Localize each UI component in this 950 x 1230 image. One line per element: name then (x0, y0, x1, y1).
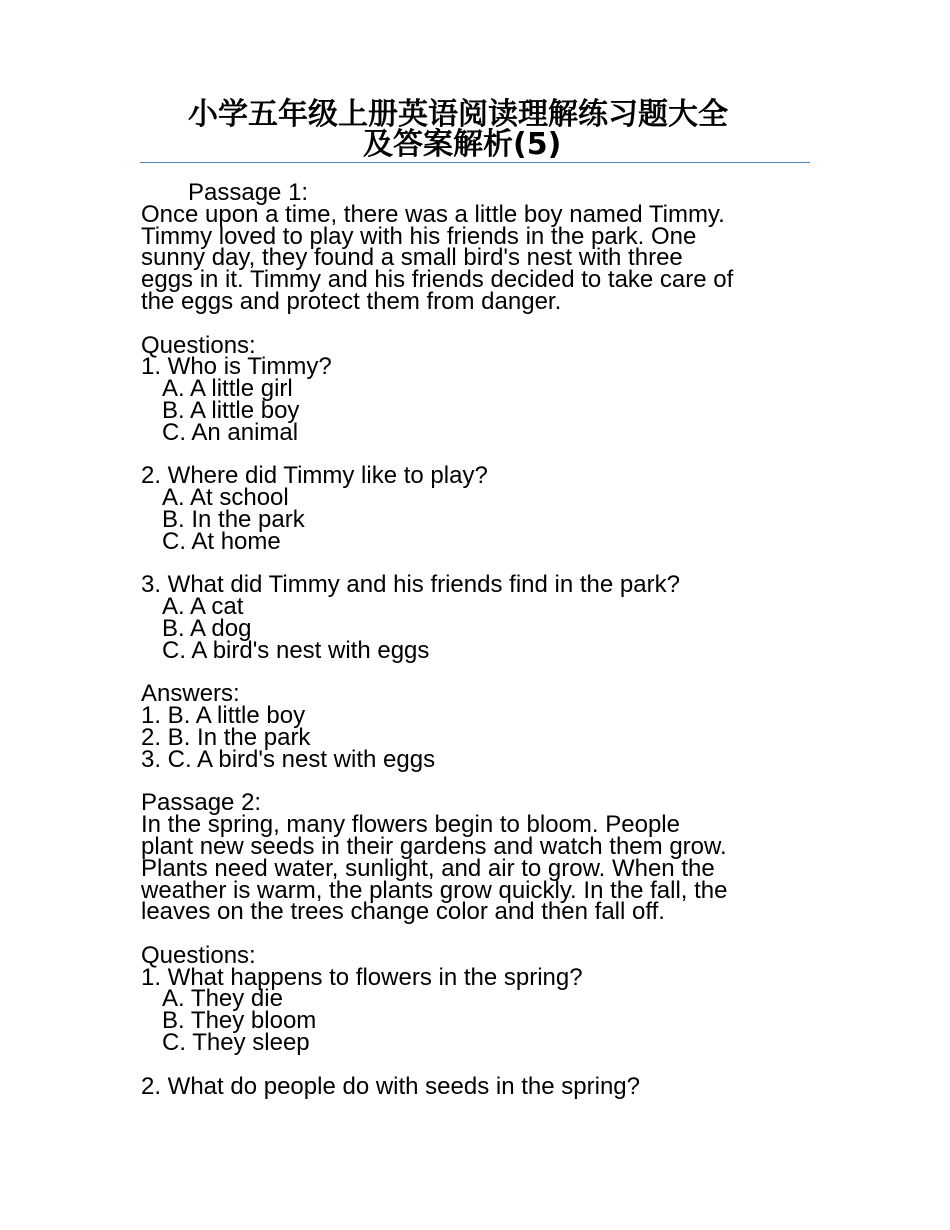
answer-option: A. A little girl (162, 375, 293, 403)
answer-option: C. They sleep (162, 1029, 310, 1057)
question: 2. What do people do with seeds in the spring? (141, 1072, 640, 1100)
question: 1. Who is Timmy? (141, 353, 332, 381)
passage-2-text-line: plant new seeds in their gardens and watch them grow. (141, 832, 727, 860)
passage-1-text-line: Timmy loved to play with his friends in the park. One (141, 222, 697, 250)
answer-option: C. At home (162, 527, 281, 555)
question: 2. Where did Timmy like to play? (141, 462, 488, 490)
answers-heading: Answers: (141, 680, 240, 708)
passage-2-text-line: Plants need water, sunlight, and air to grow. When the (141, 854, 715, 882)
answer-option: C. A bird's nest with eggs (162, 636, 430, 664)
passage-2-text-line: weather is warm, the plants grow quickly. In the fall, the (141, 876, 728, 904)
passage-1-heading: Passage 1: (188, 179, 309, 206)
question: 3. What did Timmy and his friends find in the park? (141, 571, 680, 599)
answer-option: A. A cat (162, 593, 244, 621)
question: 1. What happens to flowers in the spring? (141, 963, 583, 991)
answer-option: A. They die (162, 985, 283, 1013)
title-line-2: 及答案解析(5) (363, 127, 562, 162)
title-line-1: 小学五年级上册英语阅读理解练习题大全 (188, 97, 728, 132)
passage-1-text-line: sunny day, they found a small bird's nest with three (141, 244, 683, 272)
answer-key-item: 1. B. A little boy (141, 702, 306, 730)
passage-2-text-line: In the spring, many flowers begin to bloom. People (141, 811, 680, 839)
answer-option: B. A little boy (162, 396, 300, 424)
spacer (141, 662, 831, 684)
answer-option: B. They bloom (162, 1007, 317, 1035)
answer-option: B. In the park (162, 505, 305, 533)
answer-key-item: 2. B. In the park (141, 723, 311, 751)
passage-2-heading: Passage 2: (141, 789, 262, 817)
passage-1-text-line: Once upon a time, there was a little boy named Timmy. (141, 200, 725, 228)
document-body (141, 179, 831, 1100)
answer-key-item: 3. C. A bird's nest with eggs (141, 745, 436, 773)
questions-heading: Questions: (141, 941, 256, 969)
passage-1-text-line: the eggs and protect them from danger. (141, 287, 562, 315)
answer-option: B. A dog (162, 614, 252, 642)
answer-option: C. An animal (162, 418, 299, 446)
document-title (140, 98, 810, 163)
passage-2-text-line: leaves on the trees change color and then fall off. (141, 898, 665, 926)
questions-heading: Questions: (141, 331, 256, 359)
passage-1-text-line: eggs in it. Timmy and his friends decided to take care of (141, 266, 734, 294)
answer-option: A. At school (162, 484, 289, 512)
